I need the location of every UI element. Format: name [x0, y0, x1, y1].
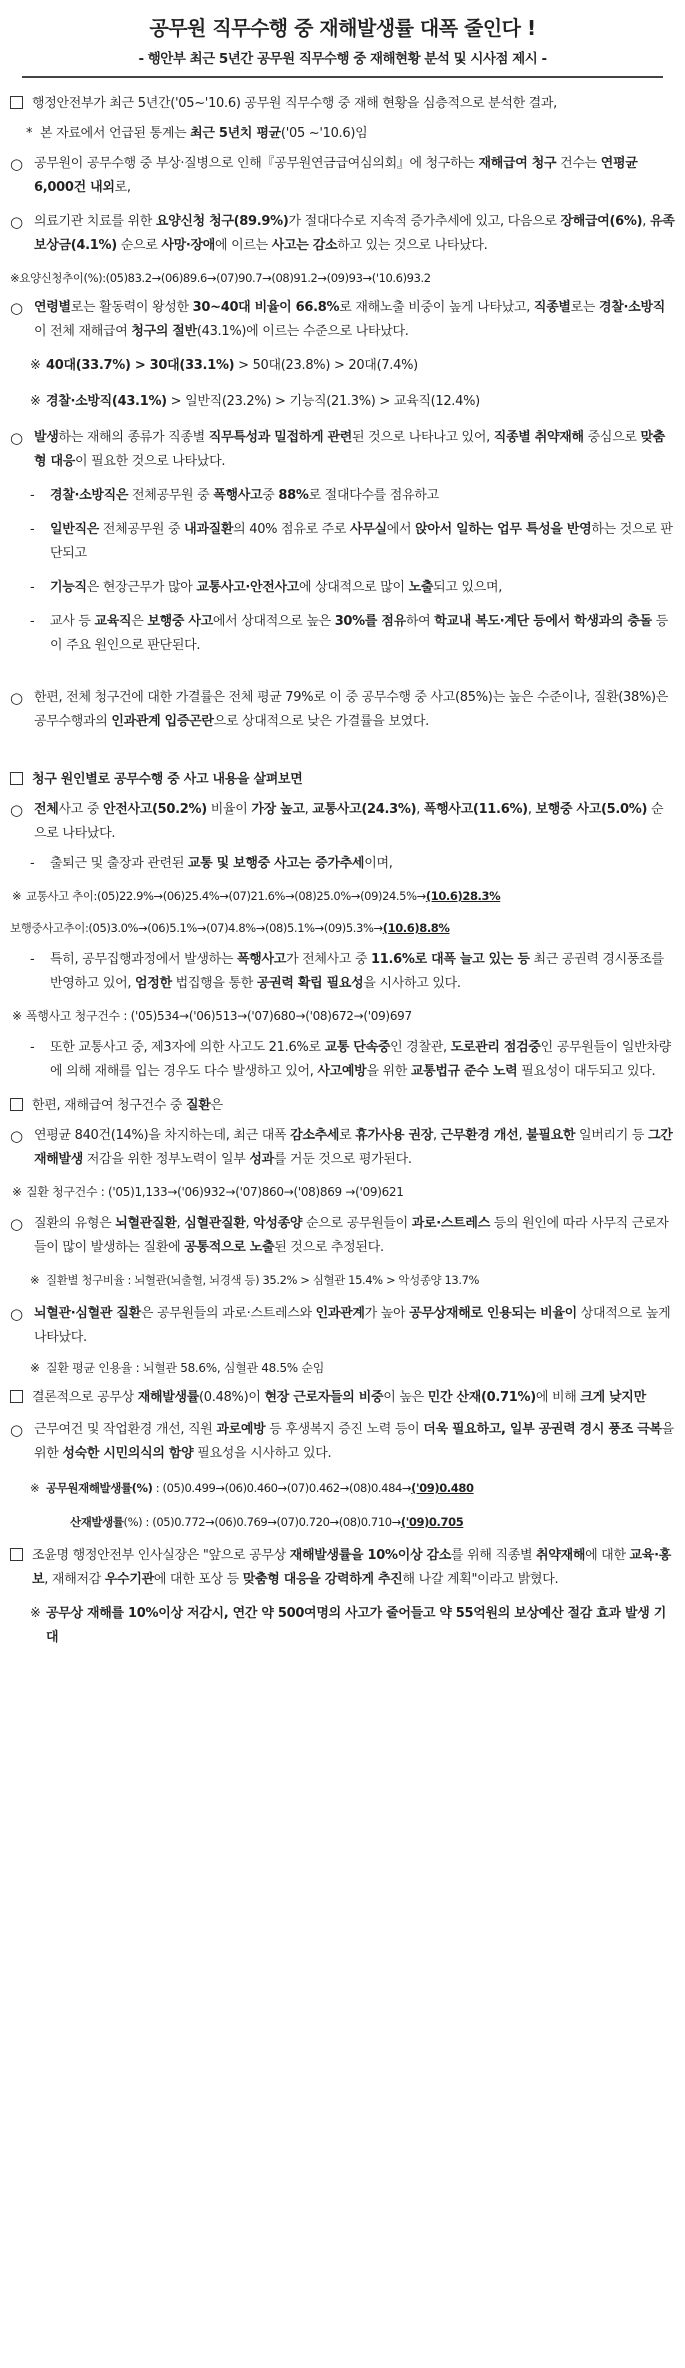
- stat-text: 보행중사고추이:(05)3.0%→(06)5.1%→(07)4.8%→(08)5.1%→(09)5.3%→: [10, 921, 383, 935]
- emphasis: 30%를 점유: [334, 614, 406, 629]
- emphasis: 엄정한: [135, 976, 172, 991]
- intro-text: 행정안전부가 최근 5년간('05~'10.6) 공무원 직무수행 중 재해 현황을 심층적으로 분석한 결과,: [32, 96, 558, 111]
- text: 로,: [114, 180, 131, 195]
- emphasis: 경찰·소방직은: [50, 488, 129, 503]
- emphasis: 공무상재해로 인용되는 비율이: [409, 1306, 577, 1321]
- text: > 일반직(23.2%) > 기능직(21.3%) > 교육직(12.4%): [166, 394, 480, 409]
- circle-bullet-icon: ○: [10, 1127, 23, 1145]
- emphasis: 일반직은: [50, 522, 100, 537]
- stat-emphasis: 산재발생률: [70, 1515, 124, 1529]
- item-general: [10, 518, 675, 566]
- dash-marker: -: [30, 614, 35, 629]
- text: 등의 원인에 따라 사무직 근로자들이 많이 발생하는 질환에: [34, 1216, 669, 1255]
- emphasis: 직종별: [533, 300, 571, 315]
- emphasis: 재해발생률: [137, 1390, 200, 1405]
- text: 하여: [405, 614, 435, 629]
- page-title: 공무원 직무수행 중 재해발생률 대폭 줄인다 !: [149, 16, 536, 40]
- emphasis: 전체: [34, 802, 59, 817]
- stat-text: : (05)0.499→(06)0.460→(07)0.462→(08)0.484→: [152, 1481, 412, 1495]
- note-job-ranking: [10, 390, 675, 414]
- square-bullet-icon: [10, 1548, 23, 1561]
- text: 된 것으로 추정된다.: [274, 1240, 384, 1255]
- emphasis: 앉아서 일하는 업무 특성을 반영: [415, 522, 592, 537]
- item-education: [10, 610, 675, 658]
- text: 이 필요한 것으로 나타났다.: [75, 454, 226, 469]
- emphasis: 11.6%로 대폭 늘고 있는 등: [371, 952, 530, 967]
- text: 에서 상대적으로 높은: [212, 614, 335, 629]
- item-technical: [10, 576, 675, 600]
- text: 이 높은: [383, 1390, 428, 1405]
- text: 가 전체사고 중: [286, 952, 372, 967]
- emphasis: 뇌혈관·심혈관 질환: [34, 1306, 141, 1321]
- section-plan: [10, 1544, 675, 1592]
- section-accident-causes: [10, 768, 675, 792]
- text: 이 전체 재해급여: [34, 324, 132, 339]
- asterisk-marker: ※: [30, 394, 41, 409]
- square-bullet-icon: [10, 1098, 23, 1111]
- emphasis: 보행중 사고(5.0%): [535, 802, 648, 817]
- emphasis: 감소추세: [290, 1128, 340, 1143]
- text: 에 상대적으로 많이: [299, 580, 409, 595]
- stat-text: 질환 청구건수 : ('05)1,133→('06)932→('07)860→('08)869 →('09)621: [26, 1185, 404, 1199]
- emphasis: 노출: [408, 580, 434, 595]
- text: 필요성을 시사하고 있다.: [193, 1446, 332, 1461]
- emphasis: 유족보상금(4.1%): [34, 214, 675, 253]
- text: 순으로: [116, 238, 162, 253]
- asterisk-marker: ※: [30, 1273, 40, 1287]
- emphasis: 교통 및 보행중 사고는 증가추세: [187, 856, 365, 871]
- text: 한편, 전체 청구건에 대한 가결률은 전체 평균 79%로 이 중 공무수행 중 사고(85%)는 높은 수준이나, 질환(38%)은 공무수행과의: [34, 690, 669, 729]
- stat-text: (%) : (05)0.772→(06)0.769→(07)0.720→(08)0.710→: [123, 1515, 401, 1529]
- emphasis: 현장 근로자들의 비중: [264, 1390, 384, 1405]
- text: 하는 것으로 판단되고: [50, 522, 673, 561]
- paragraph-age-job: [10, 296, 675, 344]
- item-police-fire: [10, 484, 675, 508]
- emphasis: 30~40대 비율이 66.8%: [192, 300, 340, 315]
- text: 전체공무원 중: [99, 522, 185, 537]
- text: 법집행을 통한: [171, 976, 257, 991]
- section-analysis-intro: [10, 92, 675, 116]
- text: 에 이르는: [215, 238, 272, 253]
- stat-text: ※요양신청추이(%):(05)83.2→(06)89.6→(07)90.7→(08)91.2→(09)93→('10.6)93.2: [10, 271, 431, 285]
- stat-emphasis: ('09)0.705: [400, 1515, 464, 1529]
- text: (0.48%)이: [199, 1390, 265, 1405]
- emphasis: 폭행사고: [213, 488, 263, 503]
- emphasis: 근무환경 개선: [440, 1128, 519, 1143]
- text: 으로 상대적으로 낮은 가결률을 보였다.: [213, 714, 429, 729]
- emphasis: 사망·장애: [161, 238, 216, 253]
- text: ,: [527, 802, 536, 817]
- text: 로는: [570, 300, 600, 315]
- asterisk-marker: ※: [12, 889, 22, 903]
- emphasis: 청구의 절반: [131, 324, 197, 339]
- emphasis: 40대(33.7%) > 30대(33.1%): [46, 358, 235, 373]
- circle-bullet-icon: ○: [10, 213, 23, 231]
- emphasis: 재해발생률을 10%이상 감소: [289, 1548, 451, 1563]
- paragraph-disease-types: [10, 1212, 675, 1260]
- stat-disease-claims: [10, 1180, 675, 1204]
- text: 해 나갈 계획"이라고 밝혔다.: [402, 1572, 559, 1587]
- emphasis: 가장 높고: [251, 802, 305, 817]
- emphasis: 장해급여(6%): [560, 214, 643, 229]
- text: 중심으로: [583, 430, 641, 445]
- text: 최근 공권력 경시풍조를 반영하고 있어,: [50, 952, 664, 991]
- stat-text: 질환별 청구비율 : 뇌혈관(뇌출혈, 뇌경색 등) 35.2% > 심혈관 15.4% > 악성종양 13.7%: [46, 1273, 480, 1287]
- text: 공무원이 공무수행 중 부상·질병으로 인해『공무원연금급여심의회』에 청구하는: [34, 156, 479, 171]
- emphasis: 기능직: [50, 580, 87, 595]
- text: 되고 있으며,: [433, 580, 503, 595]
- emphasis: 그간 재해발생: [34, 1128, 673, 1167]
- emphasis: 인과관계 입증곤란: [111, 714, 214, 729]
- text: 등이 주요 원인으로 판단된다.: [50, 614, 669, 653]
- asterisk-marker: ※: [30, 1361, 40, 1375]
- text: 순으로 나타났다.: [34, 802, 664, 841]
- emphasis: 크게 낮지만: [580, 1390, 646, 1405]
- stat-disease-types: [10, 1268, 675, 1292]
- circle-bullet-icon: ○: [10, 1305, 23, 1323]
- text: (43.1%)에 이르는 수준으로 나타났다.: [196, 324, 409, 339]
- emphasis: 민간 산재(0.71%): [427, 1390, 536, 1405]
- emphasis: 보행중 사고: [147, 614, 213, 629]
- stat-care-trend: [10, 266, 675, 290]
- emphasis: 과로·스트레스: [411, 1216, 490, 1231]
- emphasis: 폭행사고(11.6%): [423, 802, 528, 817]
- circle-bullet-icon: ○: [10, 689, 23, 707]
- asterisk-marker: ※: [30, 358, 41, 373]
- text: > 50대(23.8%) > 20대(7.4%): [234, 358, 418, 373]
- emphasis: 뇌혈관질환: [115, 1216, 177, 1231]
- emphasis: 교육직: [94, 614, 132, 629]
- text: 를 거둔 것으로 평가된다.: [273, 1152, 412, 1167]
- item-assault: [10, 948, 675, 996]
- text: , 재해저감: [44, 1572, 105, 1587]
- paragraph-accident-ratio: [10, 798, 675, 846]
- text: 로 재해노출 비중이 높게 나타났고,: [339, 300, 534, 315]
- text: 가 높아: [364, 1306, 410, 1321]
- emphasis: 안전사고(50.2%): [102, 802, 207, 817]
- text: ,: [518, 1128, 527, 1143]
- text: 하는 재해의 종류가 직종별: [58, 430, 209, 445]
- text: 을 위한: [366, 1064, 411, 1079]
- text: 결론적으로 공무상: [32, 1390, 138, 1405]
- stat-assault-claims: [10, 1004, 675, 1028]
- emphasis: 과로예방: [216, 1422, 266, 1437]
- text: 한편, 재해급여 청구건수 중: [32, 1098, 186, 1113]
- text: 에 대한: [585, 1548, 630, 1563]
- emphasis: 직종별 취약재해: [493, 430, 584, 445]
- text: 로는 활동력이 왕성한: [70, 300, 193, 315]
- text: 를 위해 직종별: [451, 1548, 537, 1563]
- text: 로 절대다수를 점유하고: [308, 488, 439, 503]
- text: 비율이: [206, 802, 252, 817]
- text: ,: [245, 1216, 254, 1231]
- text: 일버리기 등: [575, 1128, 648, 1143]
- emphasis: 불필요한: [526, 1128, 576, 1143]
- emphasis: 교통 단속중: [324, 1040, 391, 1055]
- stat-emphasis: (10.6)8.8%: [382, 921, 450, 935]
- text: 등 후생복지 증진 노력 등이: [265, 1422, 424, 1437]
- emphasis: 경찰·소방직: [599, 300, 665, 315]
- section-heading: 청구 원인별로 공무수행 중 사고 내용을 살펴보면: [32, 772, 303, 787]
- emphasis: 학교내 복도·계단 등에서 학생과의 충돌: [434, 614, 652, 629]
- emphasis: 폭행사고: [236, 952, 286, 967]
- emphasis: 인과관계: [315, 1306, 365, 1321]
- circle-bullet-icon: ○: [10, 155, 23, 173]
- dash-marker: -: [30, 952, 35, 967]
- dash-marker: -: [30, 1040, 35, 1055]
- text: 을 시사하고 있다.: [363, 976, 461, 991]
- emphasis: 연평균 6,000건 내외: [34, 156, 638, 195]
- text: 연평균 840건(14%)을 차지하는데, 최근 대폭: [34, 1128, 291, 1143]
- paragraph-claim-types: [10, 210, 675, 258]
- text: 질환의 유형은: [34, 1216, 116, 1231]
- emphasis: 요양신청 청구(89.9%): [155, 214, 289, 229]
- text: 교사 등: [50, 614, 95, 629]
- emphasis: 직무특성과 밀접하게 관련: [208, 430, 352, 445]
- emphasis: 교통사고(24.3%): [312, 802, 417, 817]
- text: 가 절대다수로 지속적 증가추세에 있고, 다음으로: [288, 214, 561, 229]
- text: 에서: [386, 522, 416, 537]
- emphasis: 교통법규 준수 노력: [410, 1064, 518, 1079]
- text: 출퇴근 및 출장과 관련된: [50, 856, 188, 871]
- paragraph-job-specific: [10, 426, 675, 474]
- text: 건수는: [556, 156, 601, 171]
- emphasis: 취약재해: [536, 1548, 586, 1563]
- circle-bullet-icon: ○: [10, 299, 23, 317]
- text: 은: [131, 614, 148, 629]
- text: ,: [432, 1128, 441, 1143]
- emphasis: 발생: [34, 430, 59, 445]
- stat-text: 질환 평균 인용율 : 뇌혈관 58.6%, 심혈관 48.5% 순임: [46, 1361, 324, 1375]
- asterisk-marker: ※: [30, 1481, 40, 1495]
- emphasis: 교통사고·안전사고: [196, 580, 300, 595]
- emphasis: 더욱 필요하고, 일부 공권력 경시 풍조 극복: [423, 1422, 662, 1437]
- emphasis: 경찰·소방직(43.1%): [46, 394, 167, 409]
- asterisk-marker: ※: [12, 1009, 22, 1023]
- text: 이며,: [364, 856, 393, 871]
- paragraph-disease-decline: [10, 1124, 675, 1172]
- emphasis: 공통적으로 노출: [184, 1240, 275, 1255]
- paragraph-cerebro-cardio: [10, 1302, 675, 1350]
- emphasis: 심혈관질환: [184, 1216, 246, 1231]
- text: 조윤명 행정안전부 인사실장은 "앞으로 공무상: [32, 1548, 290, 1563]
- emphasis: 사고는 감소: [271, 238, 338, 253]
- asterisk-marker: ※: [12, 1185, 22, 1199]
- circle-bullet-icon: ○: [10, 429, 23, 447]
- section-disease: [10, 1094, 675, 1118]
- text: 하고 있는 것으로 나타났다.: [337, 238, 488, 253]
- text: 된 것으로 나타나고 있어,: [352, 430, 494, 445]
- emphasis: 질환: [186, 1098, 211, 1113]
- text: ,: [304, 802, 313, 817]
- note-text: 본 자료에서 언급된 통계는: [40, 126, 191, 141]
- emphasis: 재해급여 청구: [478, 156, 557, 171]
- dash-marker: -: [30, 522, 35, 537]
- note-text: 공무상 재해를 10%이상 저감시, 연간 약 500여명의 사고가 줄어들고 약 55억원의 보상예산 절감 효과 발생 기대: [46, 1606, 667, 1645]
- asterisk-marker: ※: [30, 1606, 41, 1621]
- stat-emphasis: (10.6)28.3%: [425, 889, 501, 903]
- text: 특히, 공무집행과정에서 발생하는: [50, 952, 237, 967]
- text: ,: [642, 214, 650, 229]
- text: 의 40% 점유로 주로: [233, 522, 351, 537]
- item-commute-accidents: [10, 852, 675, 876]
- emphasis: 사무실: [350, 522, 387, 537]
- note-age-ranking: [10, 354, 675, 378]
- stat-emphasis: ('09)0.480: [411, 1481, 474, 1495]
- circle-bullet-icon: ○: [10, 801, 23, 819]
- emphasis: 우수기관: [104, 1572, 154, 1587]
- text: 의료기관 치료를 위한: [34, 214, 156, 229]
- stat-pedestrian-trend: [10, 916, 675, 940]
- star-marker: *: [26, 126, 33, 141]
- stat-text: 폭행사고 청구건수 : ('05)534→('06)513→('07)680→('08)672→('09)697: [26, 1009, 412, 1023]
- circle-bullet-icon: ○: [10, 1215, 23, 1233]
- emphasis: 도로관리 점검중: [450, 1040, 541, 1055]
- content: [0, 78, 685, 1650]
- emphasis: 악성종양: [253, 1216, 303, 1231]
- note-emphasis: 최근 5년치 평균: [190, 126, 281, 141]
- text: ,: [416, 802, 424, 817]
- paragraph-approval-rate: [10, 686, 675, 734]
- emphasis: 맞춤형 대응: [34, 430, 666, 469]
- note-basis: [24, 122, 675, 146]
- text: 근무여건 및 작업환경 개선, 직원: [34, 1422, 217, 1437]
- text: 순으로 공무원들이: [302, 1216, 412, 1231]
- stat-traffic-trend: [10, 884, 675, 908]
- circle-bullet-icon: ○: [10, 1421, 23, 1439]
- text: 은 현장근무가 많아: [86, 580, 197, 595]
- square-bullet-icon: [10, 1390, 23, 1403]
- text: ,: [176, 1216, 185, 1231]
- emphasis: 맞춤형 대응을 강력하게 추진: [242, 1572, 403, 1587]
- text: 사고 중: [58, 802, 103, 817]
- emphasis: 성과: [249, 1152, 274, 1167]
- text: 에 비해: [535, 1390, 581, 1405]
- text: 상대적으로 높게 나타났다.: [34, 1306, 671, 1345]
- section-conclusion: [10, 1386, 675, 1410]
- emphasis: 내과질환: [184, 522, 234, 537]
- emphasis: 연령별: [34, 300, 71, 315]
- paragraph-improvement: [10, 1418, 675, 1466]
- note-text: ('05 ~'10.6)임: [280, 126, 368, 141]
- dash-marker: -: [30, 856, 35, 871]
- text: 중: [262, 488, 279, 503]
- emphasis: 휴가사용 권장: [355, 1128, 433, 1143]
- stat-public-rate: [10, 1476, 675, 1500]
- dash-marker: -: [30, 488, 35, 503]
- text: 필요성이 대두되고 있다.: [517, 1064, 656, 1079]
- square-bullet-icon: [10, 96, 23, 109]
- stat-emphasis: 공무원재해발생률(%): [46, 1481, 153, 1495]
- text: 인 공무원들이 일반차량에 의해 재해를 입는 경우도 다수 발생하고 있어,: [50, 1040, 671, 1079]
- emphasis: 공권력 확립 필요성: [256, 976, 364, 991]
- page-subtitle: - 행안부 최근 5년간 공무원 직무수행 중 재해현황 분석 및 시사점 제시 -: [138, 51, 547, 67]
- emphasis: 성숙한 시민의식의 함양: [62, 1446, 194, 1461]
- emphasis: 88%: [278, 488, 309, 503]
- text: 또한 교통사고 중, 제3자에 의한 사고도 21.6%로: [50, 1040, 325, 1055]
- stat-text: 교통사고 추이:(05)22.9%→(06)25.4%→(07)21.6%→(08)25.0%→(09)24.5%→: [26, 889, 426, 903]
- emphasis: 사고예방: [317, 1064, 367, 1079]
- item-third-party: [10, 1036, 675, 1084]
- text: 에 대한 포상 등: [153, 1572, 243, 1587]
- header: [22, 0, 663, 78]
- stat-industrial-rate: [10, 1510, 675, 1534]
- paragraph-claims: [10, 152, 675, 200]
- stat-disease-approval: [10, 1356, 675, 1380]
- text: 은: [210, 1098, 223, 1113]
- emphasis: 교육·홍보: [32, 1548, 671, 1587]
- text: 전체공무원 중: [128, 488, 214, 503]
- dash-marker: -: [30, 580, 35, 595]
- text: 인 경찰관,: [390, 1040, 451, 1055]
- square-bullet-icon: [10, 772, 23, 785]
- text: 을 위한: [34, 1422, 674, 1461]
- text: 로: [339, 1128, 356, 1143]
- text: 저감을 위한 정부노력이 일부: [83, 1152, 250, 1167]
- text: 은 공무원들의 과로·스트레스와: [140, 1306, 316, 1321]
- note-expected-effect: [10, 1602, 675, 1650]
